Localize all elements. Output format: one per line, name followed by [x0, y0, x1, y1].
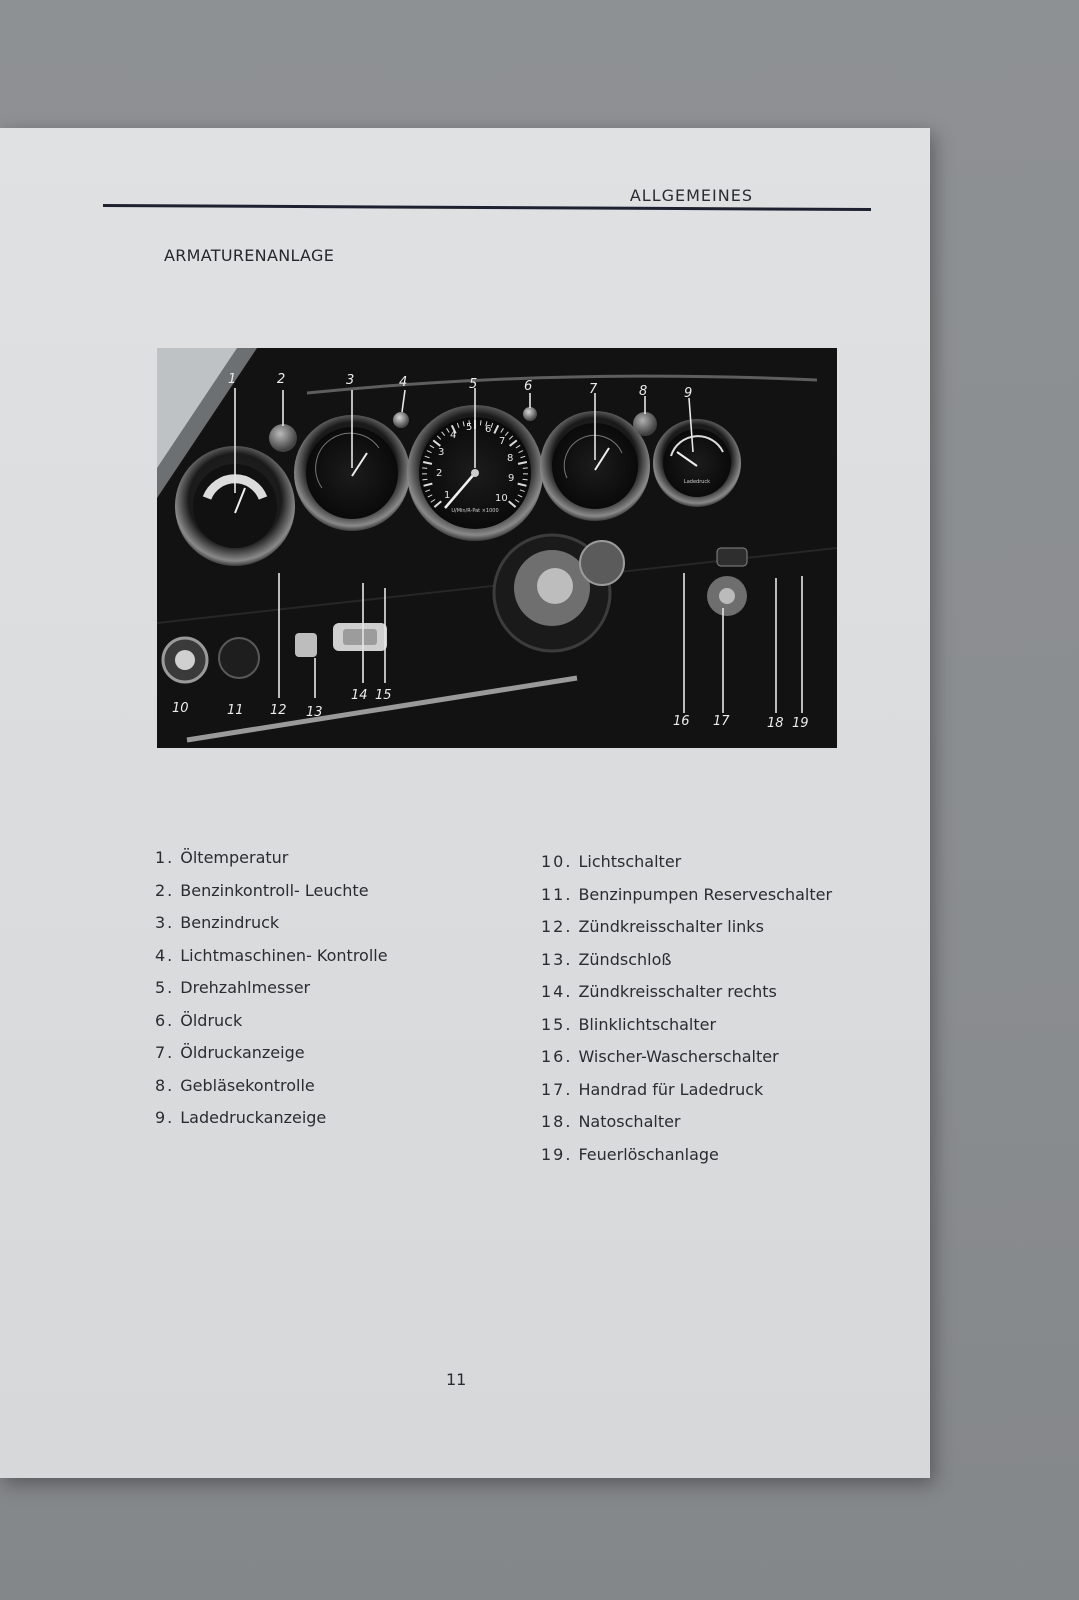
legend-item: 1. Öltemperatur — [155, 848, 289, 867]
tach-digit: 9 — [508, 473, 515, 484]
legend-item: 6. Öldruck — [155, 1010, 243, 1030]
dashboard-photo — [157, 348, 837, 748]
alternator-warning-light — [393, 412, 409, 428]
fuel-warning-light — [269, 424, 297, 452]
header-rule — [103, 204, 871, 211]
legend-item: 12. Zündkreisschalter links — [541, 917, 764, 936]
legend-item: 7. Öldruckanzeige — [155, 1043, 305, 1062]
tach-digit: 7 — [499, 436, 506, 447]
legend-item: 19. Feuerlöschanlage — [541, 1144, 719, 1164]
legend-item: 18. Natoschalter — [541, 1112, 681, 1131]
callout-number: 6 — [524, 379, 533, 394]
legend-item: 11. Benzinpumpen Reserveschalter — [541, 884, 833, 904]
tach-digit: 8 — [507, 453, 514, 464]
callout-number: 19 — [792, 716, 809, 731]
tach-tick — [480, 420, 481, 425]
callout-number: 9 — [684, 386, 693, 401]
tach-digit: 3 — [438, 447, 445, 458]
legend-item: 15. Blinklichtschalter — [541, 1014, 717, 1034]
tach-digit: 2 — [436, 468, 443, 479]
callout-number: 5 — [469, 377, 478, 392]
legend-list-left — [155, 846, 388, 1139]
legend-item: 2. Benzinkontroll- Leuchte — [155, 880, 369, 900]
tach-tick — [422, 479, 427, 480]
legend-item: 8. Gebläsekontrolle — [155, 1075, 315, 1095]
callout-number: 14 — [351, 688, 368, 703]
legend-item: 3. Benzindruck — [155, 913, 280, 932]
callout-number: 17 — [713, 714, 730, 729]
tach-digit: 5 — [466, 422, 473, 433]
legend-item: 9. Ladedruckanzeige — [155, 1108, 327, 1127]
legend-item: 4. Lichtmaschinen- Kontrolle — [155, 945, 388, 965]
boost-pressure-gauge — [653, 419, 741, 507]
callout-number: 11 — [227, 703, 244, 718]
callout-number: 7 — [589, 382, 598, 397]
callout-number: 10 — [172, 701, 189, 716]
legend-item: 13. Zündschloß — [541, 949, 672, 969]
tach-digit: 1 — [444, 490, 451, 501]
callout-number: 13 — [306, 705, 323, 720]
callout-number: 18 — [767, 716, 784, 731]
tach-digit: 10 — [495, 493, 508, 504]
legend-item: 5. Drehzahlmesser — [155, 978, 311, 997]
callout-number: 2 — [277, 372, 286, 387]
callout-number: 3 — [346, 373, 355, 388]
page-title: ARMATURENANLAGE — [164, 246, 335, 265]
callout-number: 16 — [673, 714, 690, 729]
tach-tick — [523, 479, 528, 480]
oil-pressure-light — [523, 407, 537, 421]
callout-number: 1 — [228, 372, 237, 387]
blower-warning-light — [633, 412, 657, 436]
manual-page — [0, 128, 930, 1478]
callout-number: 4 — [399, 375, 408, 390]
page-number: 11 — [446, 1370, 467, 1389]
legend-item: 16. Wischer-Wascherschalter — [541, 1047, 779, 1066]
tach-digit: 4 — [450, 430, 457, 441]
callout-number: 8 — [639, 384, 648, 399]
legend-item: 14. Zündkreisschalter rechts — [541, 982, 777, 1001]
section-label: ALLGEMEINES — [629, 186, 753, 205]
legend-list-right — [541, 850, 832, 1175]
fuel-pump-reserve-switch — [219, 638, 259, 678]
tach-caption: U/Min/R-Pat ×1000 — [451, 508, 499, 514]
callout-number: 12 — [270, 703, 287, 718]
tach-digit: 6 — [485, 424, 492, 435]
callout-number: 15 — [375, 688, 392, 703]
boost-caption: Ladedruck — [683, 479, 711, 485]
legend-item: 17. Handrad für Ladedruck — [541, 1079, 764, 1099]
legend-item: 10. Lichtschalter — [541, 852, 682, 871]
dashboard-illustration — [157, 348, 837, 748]
